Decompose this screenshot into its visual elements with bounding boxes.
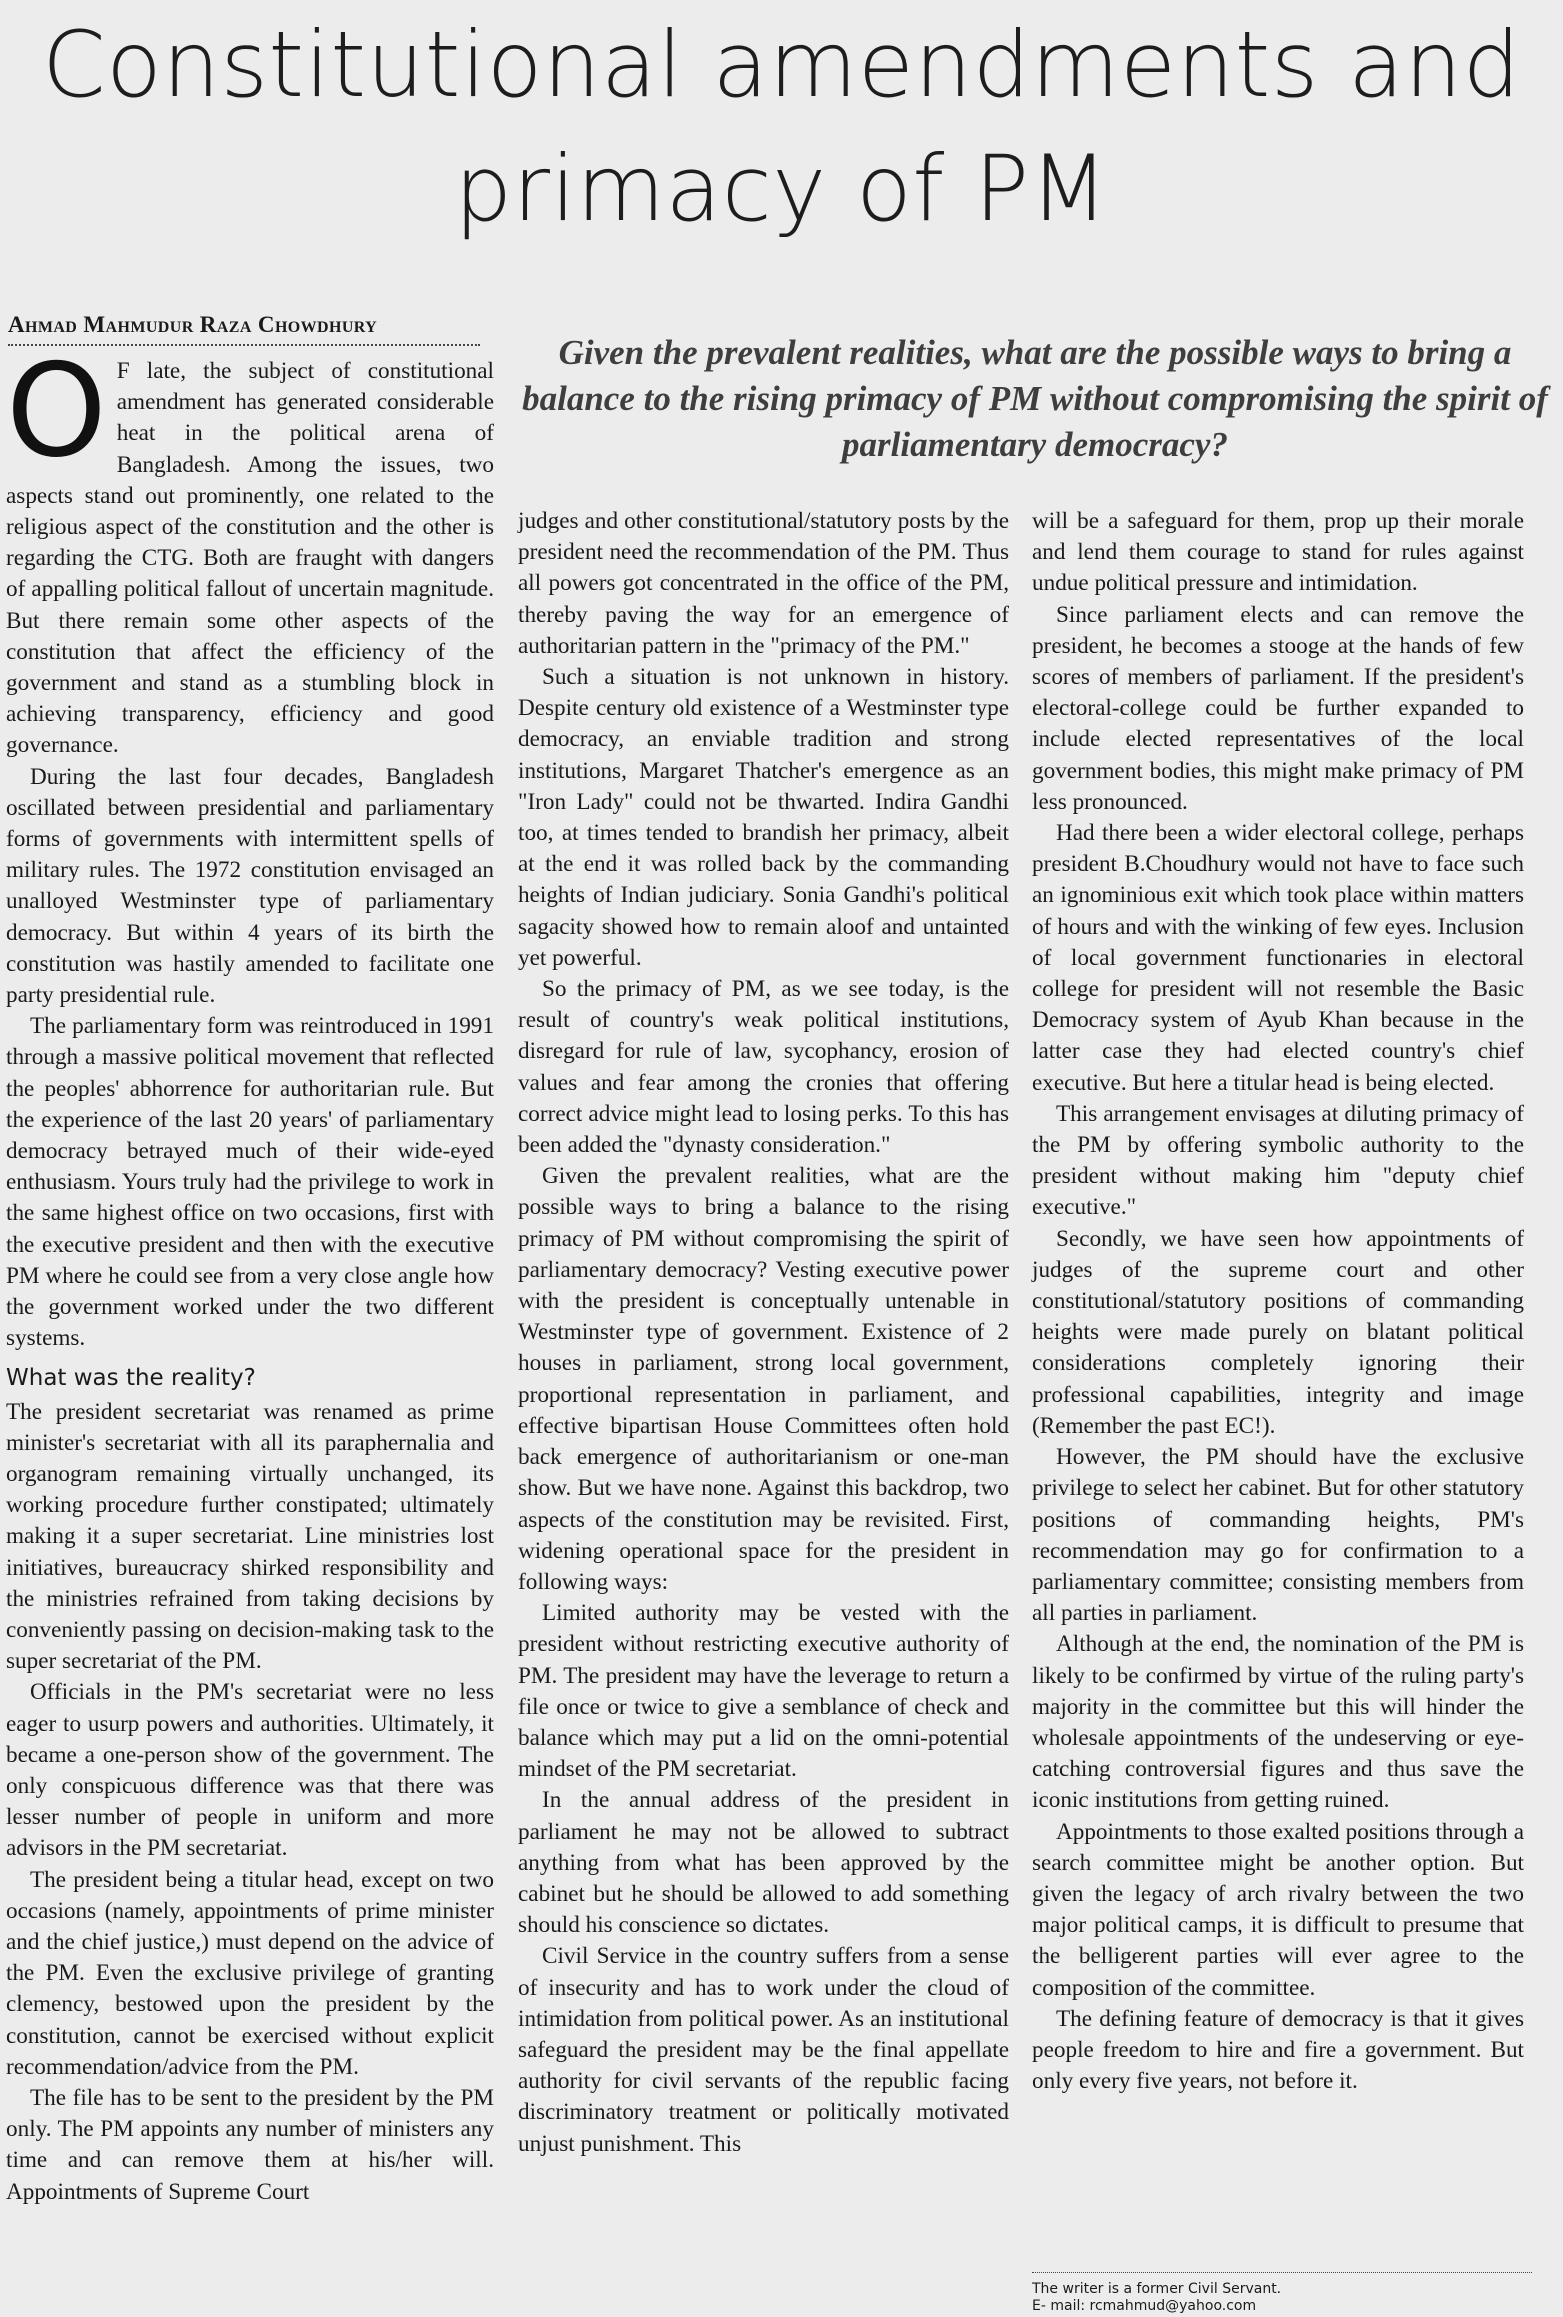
- paragraph: The defining feature of democracy is that it gives people freedom to hire and fire a government. But only every five years, not before it.: [1032, 2005, 1524, 2095]
- subheading: What was the reality?: [6, 1364, 256, 1391]
- paragraph: This arrangement envisages at diluting primacy of the PM by offering symbolic authority to the president without making him "deputy chief executive.": [1032, 1100, 1524, 1221]
- author-note-line: The writer is a former Civil Servant.: [1032, 2281, 1282, 2297]
- paragraph: Appointments to those exalted positions through a search committee might be another option. But given the legacy of arch rivalry between the two major political camps, it is difficult to presume that the belligerent parties will ever agree to the composition of the committee.: [1032, 1818, 1524, 2001]
- paragraph: Although at the end, the nomination of the PM is likely to be confirmed by virtue of the ruling party's majority in the committee but this will hinder the wholesale appointments of the undeserving or eye-catching controversial figures and thus save the iconic institutions from getting ruined.: [1032, 1631, 1524, 1814]
- author-note: [1032, 2272, 1532, 2315]
- paragraph: The president being a titular head, except on two occasions (namely, appointments of prime minister and the chief justice,) must depend on the advice of the PM. Even the exclusive privilege of granting clemency, bestowed upon the president by the constitution, cannot be exercised without explicit recommendation/advice from the PM.: [6, 1866, 494, 2080]
- paragraph: judges and other constitutional/statutory posts by the president need the recommendation of the PM. Thus all powers got concentrated in the office of the PM, thereby paving the way for an emergence of authoritarian pattern in the "primacy of the PM.": [518, 508, 1009, 659]
- headline-line-1: Constitutional amendments and: [42, 13, 1521, 118]
- paragraph: Officials in the PM's secretariat were no less eager to usurp powers and authorities. Ultimately, it became a one-person show of the government. The only conspicuous difference was that there was lesser number of people in uniform and more advisors in the PM secretariat.: [6, 1679, 494, 1862]
- column-1: [6, 337, 494, 2208]
- paragraph: However, the PM should have the exclusive privilege to select her cabinet. But for other statutory positions of commanding heights, PM's recommendation may go for confirmation to a parliamentary committee; consisting members from all parties in parliament.: [1032, 1444, 1524, 1627]
- byline: Ahmad Mahmudur Raza Chowdhury: [8, 312, 480, 346]
- column-3: [1032, 506, 1524, 2097]
- paragraph: The president secretariat was renamed as prime minister's secretariat with all its paraphernalia and organogram remaining virtually unchanged, its working procedure further constipated; ultimately making it a super secretariat. Line ministries lost initiatives, bureaucracy shirked responsibility and the ministries refrained from taking decisions by conveniently passing on decision-making task to the super secretariat of the PM.: [6, 1398, 494, 1675]
- paragraph: will be a safeguard for them, prop up their morale and lend them courage to stand for rules against undue political pressure and intimidation.: [1032, 508, 1524, 597]
- paragraph: Given the prevalent realities, what are the possible ways to bring a balance to the rising primacy of PM without compromising the spirit of parliamentary democracy? Vesting executive power with the president is conceptually untenable in Westminster type of government. Existence of 2 houses in parliament, strong local government, proportional representation in parliament, and effective bipartisan House Committees often hold back emergence of authoritarianism or one-man show. But we have none. Against this backdrop, two aspects of the constitution may be revisited. First, widening operational space for the president in following ways:: [518, 1163, 1009, 1595]
- paragraph: Secondly, we have seen how appointments of judges of the supreme court and other constitutional/statutory positions of commanding heights were made purely on blatant political considerations completely ignoring their professional capabilities, integrity and image (Remember the past EC!).: [1032, 1225, 1524, 1439]
- headline-line-2: primacy of PM: [454, 137, 1109, 242]
- headline: [0, 4, 1563, 252]
- paragraph: Limited authority may be vested with the president without restricting executive authority of PM. The president may have the leverage to return a file once or twice to give a semblance of check and balance which may put a lid on the omni-potential mindset of the PM secretariat.: [518, 1600, 1009, 1783]
- paragraph: Since parliament elects and can remove the president, he becomes a stooge at the hands of few scores of members of parliament. If the president's electoral-college could be further expanded to include elected representatives of the local government bodies, this might make primacy of PM less pronounced.: [1032, 601, 1524, 815]
- paragraph: So the primacy of PM, as we see today, is the result of country's weak political institutions, disregard for rule of law, sycophancy, erosion of values and fear among the cronies that offering correct advice might lead to losing perks. To this has been added the "dynasty consideration.": [518, 976, 1009, 1159]
- paragraph: F late, the subject of constitutional amendment has generated considerable heat in the political arena of Bangladesh. Among the issues, two aspects stand out prominently, one related to the religious aspect of the constitution and the other is regarding the CTG. Both are fraught with dangers of appalling political fallout of uncertain magnitude. But there remain some other aspects of the constitution that affect the efficiency of the government and stand as a stumbling block in achieving transparency, efficiency and good governance.: [6, 358, 494, 759]
- paragraph: The file has to be sent to the president by the PM only. The PM appoints any number of ministers any time and can remove them at his/her will. Appointments of Supreme Court: [6, 2084, 494, 2205]
- pull-quote: Given the prevalent realities, what are the possible ways to bring a balance to the rising primacy of PM without compromising the spirit of parliamentary democracy?: [522, 333, 1548, 464]
- column-2: [518, 506, 1009, 2160]
- paragraph: Such a situation is not unknown in history. Despite century old existence of a Westminster type democracy, an enviable tradition and strong institutions, Margaret Thatcher's emergence as an "Iron Lady" could not be thwarted. Indira Gandhi too, at times tended to brandish her primacy, albeit at the end it was rolled back by the commanding heights of Indian judiciary. Sonia Gandhi's political sagacity showed how to remain aloof and untainted yet powerful.: [518, 664, 1009, 971]
- drop-cap: O: [6, 337, 107, 486]
- paragraph: In the annual address of the president in parliament he may not be allowed to subtract anything from what has been approved by the cabinet but he should be allowed to add something should his conscience so dictates.: [518, 1787, 1009, 1939]
- paragraph: During the last four decades, Bangladesh oscillated between presidential and parliamentary forms of governments with intermittent spells of military rules. The 1972 constitution envisaged an unalloyed Westminster type of parliamentary democracy. But within 4 years of its birth the constitution was hastily amended to facilitate one party presidential rule.: [6, 763, 494, 1009]
- paragraph: Had there been a wider electoral college, perhaps president B.Choudhury would not have to face such an ignominious exit which took place within matters of hours and with the winking of few eyes. Inclusion of local government functionaries in electoral college for president will not resemble the Basic Democracy system of Ayub Khan because in the latter case they had elected country's chief executive. But here a titular head is being elected.: [1032, 820, 1524, 1096]
- paragraph: The parliamentary form was reintroduced in 1991 through a massive political movement that reflected the peoples' abhorrence for authoritarian rule. But the experience of the last 20 years' of parliamentary democracy betrayed much of their wide-eyed enthusiasm. Yours truly had the privilege to work in the same highest office on two occasions, first with the executive president and then with the executive PM where he could see from a very close angle how the government worked under the two different systems.: [6, 1013, 494, 1352]
- paragraph: Civil Service in the country suffers from a sense of insecurity and has to work under the cloud of intimidation from political power. As an institutional safeguard the president may be the final appellate authority for civil servants of the republic facing discriminatory treatment or politically motivated unjust punishment. This: [518, 1943, 1009, 2157]
- author-email: E- mail: rcmahmud@yahoo.com: [1032, 2298, 1257, 2314]
